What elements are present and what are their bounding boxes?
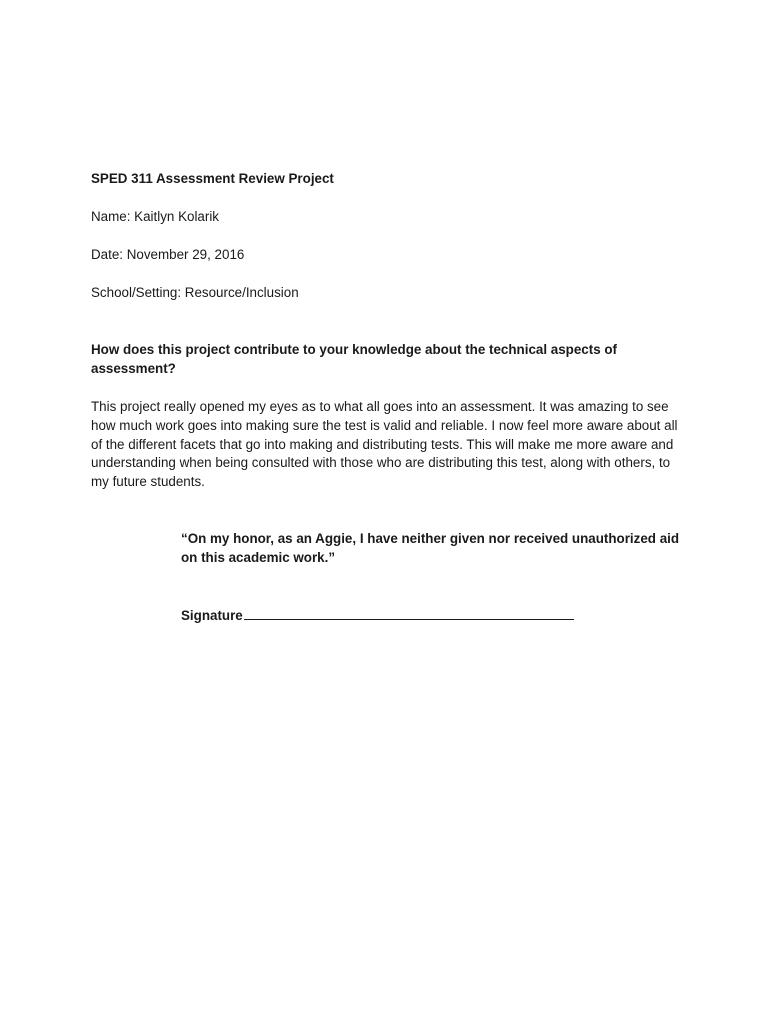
signature-label: Signature xyxy=(181,608,243,623)
honor-statement: “On my honor, as an Aggie, I have neither given nor received unauthorized aid on this academic work.” xyxy=(181,531,680,565)
student-name: Name: Kaitlyn Kolarik xyxy=(91,209,220,224)
reflection-answer: This project really opened my eyes as to what all goes into an assessment. It was amazing to see how much work goes into making sure the test is valid and reliable. I now feel more aware about all of the different facets that go into making and distributing tests. This will make me more aware and understanding when being consulted with those who are distributing this test, along with others, to my future students. xyxy=(91,399,678,490)
signature-block xyxy=(181,605,574,626)
document-title: SPED 311 Assessment Review Project xyxy=(91,171,334,186)
signature-line xyxy=(244,605,574,620)
reflection-question: How does this project contribute to your knowledge about the technical aspects of assessment? xyxy=(91,342,618,376)
school-setting: School/Setting: Resource/Inclusion xyxy=(91,285,299,300)
document-date: Date: November 29, 2016 xyxy=(91,247,245,262)
